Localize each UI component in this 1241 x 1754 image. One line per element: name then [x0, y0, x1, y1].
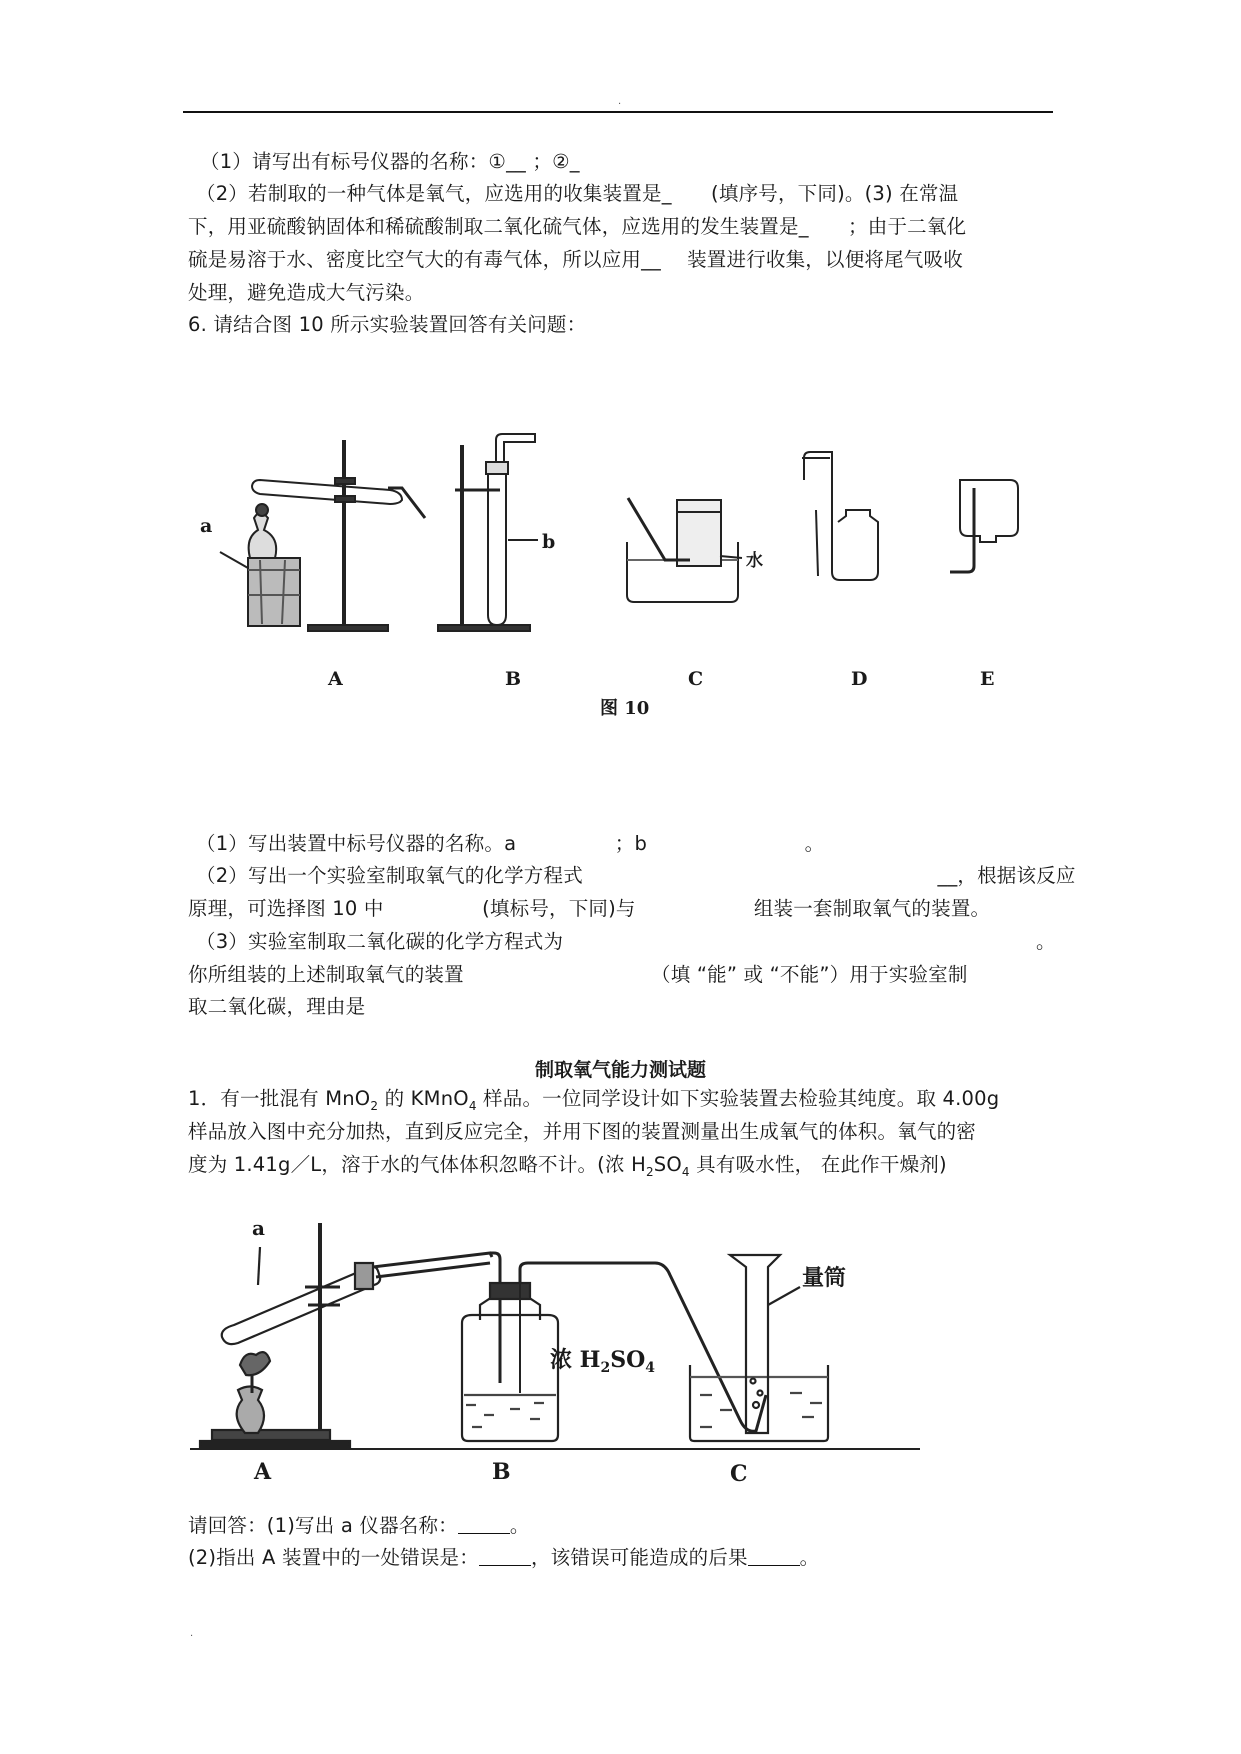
answer-blank-2[interactable] — [479, 1547, 531, 1566]
q6-question-3-line-1: （3）实验室制取二氧化碳的化学方程式为 。 — [196, 930, 1056, 953]
fig10-label-b: B — [505, 668, 522, 690]
q6-question-3-line-2: 你所组装的上述制取氧气的装置 （填 “能” 或 “不能”）用于实验室制 — [188, 963, 968, 986]
s5-question-2-line-1: （2）若制取的一种气体是氧气，应选用的收集装置是_ (填序号，下同)。(3) 在常温 — [196, 182, 959, 205]
answer-blank-1[interactable] — [458, 1515, 510, 1534]
apparatus-a-illustration — [220, 440, 425, 631]
fig10-label-d: D — [851, 668, 868, 690]
answer-blank-3[interactable] — [748, 1547, 800, 1566]
s5-question-2-line-2: 下，用亚硫酸钠固体和稀硫酸制取二氧化硫气体，应选用的发生装置是_ ；由于二氧化 — [188, 215, 967, 238]
s5-question-2-line-4: 处理，避免造成大气污染。 — [188, 281, 425, 304]
test-fig-tag-a: a — [252, 1216, 265, 1240]
fig10-label-a: A — [328, 668, 343, 690]
test-paragraph-line-1: 1．有一批混有 MnO$_2$ 的 KMnO$_4$ 样品。一位同学设计如下实验装置去检验其纯度。取 4.00g — [188, 1087, 1000, 1113]
test-fig-label-c: C — [730, 1461, 748, 1485]
test-answer-line-2: (2)指出 A 装置中的一处错误是： ，该错误可能造成的后果 。 — [188, 1546, 820, 1569]
s5-question-2-line-3: 硫是易溶于水、密度比空气大的有毒气体，所以应用__ 装置进行收集，以便将尾气吸收 — [188, 248, 963, 271]
q6-question-2-line-1: （2）写出一个实验室制取氧气的化学方程式 __，根据该反应 — [196, 864, 1076, 887]
apparatus-d-illustration — [802, 452, 878, 580]
q6-question-2-line-2: 原理，可选择图 10 中 (填标号，下同)与 组装一套制取氧气的装置。 — [188, 897, 991, 920]
fig10-tag-b: b — [542, 531, 556, 553]
test-paragraph-line-2: 样品放入图中充分加热，直到反应完全，并用下图的装置测量出生成氧气的体积。氧气的密 — [188, 1120, 977, 1143]
test-fig-label-b: B — [492, 1459, 511, 1485]
test-paragraph-line-3: 度为 1.41g／L，溶于水的气体体积忽略不计。(浓 $H_2SO_4$ 具有吸水性， 在此作干燥剂) — [188, 1153, 947, 1179]
apparatus-c-illustration — [627, 498, 742, 602]
header-rule — [183, 111, 1053, 113]
test-apparatus-figure — [190, 1205, 930, 1485]
figure-10 — [190, 420, 1150, 720]
test-fig-acid-label: 浓 $H_2SO_4$ — [550, 1347, 656, 1376]
test-fig-cylinder-label: 量筒 — [802, 1265, 847, 1291]
q6-intro: 6. 请结合图 10 所示实验装置回答有关问题： — [188, 313, 587, 336]
test-title: 制取氧气能力测试题 — [534, 1059, 706, 1081]
header-dot: . — [618, 96, 622, 107]
fig10-tag-a: a — [200, 515, 213, 537]
q6-question-3-line-3: 取二氧化碳，理由是 — [188, 995, 366, 1018]
apparatus-e-illustration — [950, 480, 1018, 572]
apparatus-b-illustration — [438, 434, 538, 631]
fig10-label-c: C — [688, 668, 704, 690]
fig10-caption: 图 10 — [600, 698, 650, 719]
fig10-label-e: E — [980, 668, 995, 690]
test-fig-label-a: A — [254, 1459, 272, 1485]
footer-dot: . — [190, 1628, 194, 1639]
fig10-water-label: 水 — [746, 551, 763, 571]
s5-question-1: （1）请写出有标号仪器的名称：①__ ；②_ — [200, 150, 580, 173]
q6-question-1: （1）写出装置中标号仪器的名称。a ；b 。 — [196, 832, 825, 855]
test-apparatus-a-illustration — [200, 1223, 380, 1447]
test-answer-line-1: 请回答：(1)写出 a 仪器名称： 。 — [188, 1514, 530, 1537]
